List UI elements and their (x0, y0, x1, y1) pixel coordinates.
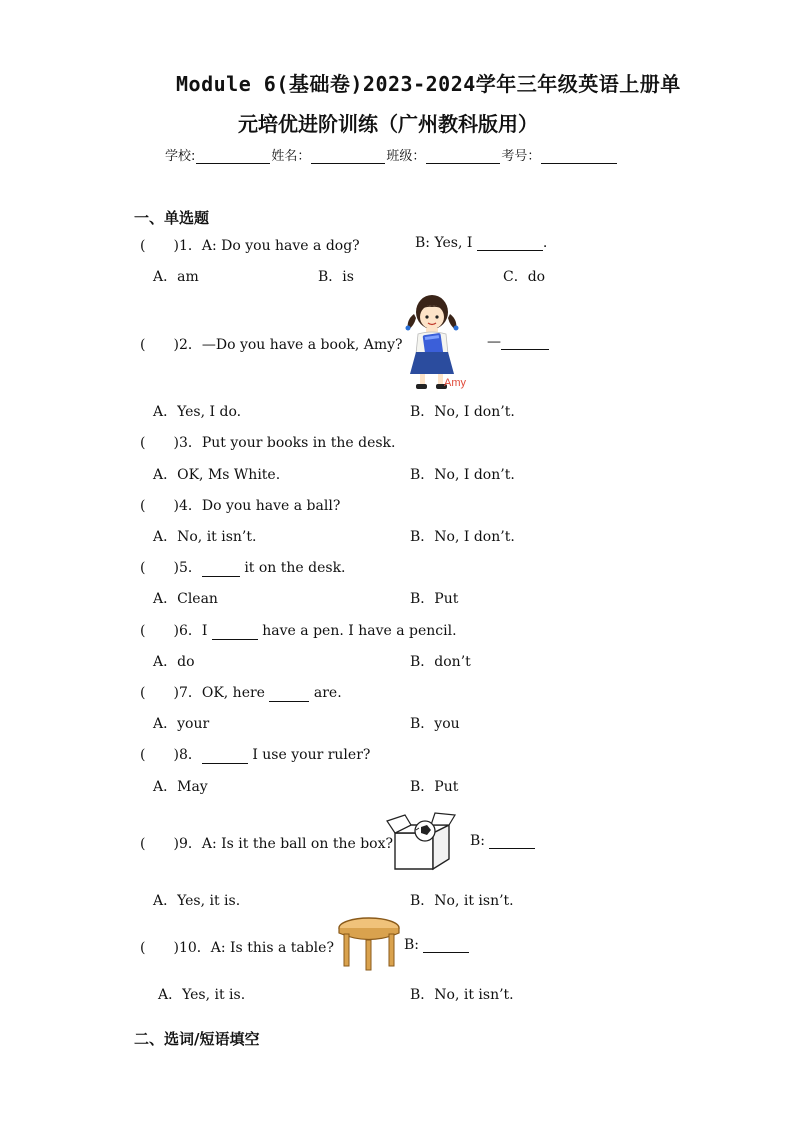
question-1: ( )1．A: Do you have a dog? (140, 238, 360, 254)
answer-blank[interactable] (423, 938, 469, 953)
page-title-line1: Module 6(基础卷)2023-2024学年三年级英语上册单 (176, 72, 681, 96)
question-text: 3．Put your books in the desk. (178, 435, 396, 451)
amy-label: Amy (444, 377, 466, 389)
option-a[interactable]: A．OK, Ms White. (153, 467, 281, 483)
option-b[interactable]: B．No, it isn’t. (410, 893, 514, 909)
question-text: 10．A: Is this a table? (178, 940, 334, 956)
option-a[interactable]: A．do (153, 654, 195, 670)
question-9: ( )9．A: Is it the ball on the box? (140, 836, 393, 852)
class-blank[interactable] (426, 150, 500, 164)
student-info-row (165, 145, 618, 164)
question-text: 9．A: Is it the ball on the box? (178, 836, 393, 852)
question-text: 2．—Do you have a book, Amy? (178, 337, 403, 353)
question-2: ( )2．—Do you have a book, Amy? (140, 337, 403, 353)
table-illustration (336, 914, 402, 972)
answer-blank[interactable] (202, 562, 240, 577)
option-b[interactable]: B．No, I don’t. (410, 529, 515, 545)
exam-no-blank[interactable] (541, 150, 617, 164)
name-blank[interactable] (311, 150, 385, 164)
class-label: 班级： (386, 149, 426, 164)
amy-girl-illustration (402, 290, 474, 392)
option-c[interactable]: C．do (503, 269, 546, 285)
section-heading-single-choice: 一、单选题 (134, 209, 210, 227)
answer-bracket-open: ( (140, 238, 146, 254)
option-a[interactable]: A．May (153, 779, 208, 795)
section-heading-fill-in: 二、选词/短语填空 (134, 1030, 260, 1048)
option-b[interactable]: B．Put (410, 591, 459, 607)
option-a[interactable]: A．Yes, it is. (153, 893, 241, 909)
question-7: ( )7．OK, here are. (140, 685, 342, 701)
option-a[interactable]: A．Yes, I do. (153, 404, 242, 420)
question-text: 1．A: Do you have a dog? (178, 238, 360, 254)
option-a[interactable]: A．Yes, it is. (158, 987, 246, 1003)
option-b[interactable]: B．you (410, 716, 460, 732)
question-8: ( )8． I use your ruler? (140, 747, 371, 763)
page-title-line2: 元培优进阶训练（广州教科版用） (238, 112, 538, 136)
answer-blank[interactable] (202, 749, 248, 764)
question-3: ( )3．Put your books in the desk. (140, 435, 396, 451)
question-text: 4．Do you have a ball? (178, 498, 341, 514)
question-4: ( )4．Do you have a ball? (140, 498, 341, 514)
option-b[interactable]: B．No, I don’t. (410, 467, 515, 483)
answer-blank[interactable] (212, 625, 258, 640)
answer-blank[interactable] (501, 335, 549, 350)
option-b[interactable]: B．No, it isn’t. (410, 987, 514, 1003)
question-10-response: B: (404, 937, 469, 953)
option-b[interactable]: B．is (318, 269, 354, 285)
question-10: ( )10．A: Is this a table? (140, 940, 334, 956)
answer-blank[interactable] (269, 687, 309, 702)
question-5: ( )5． it on the desk. (140, 560, 346, 576)
answer-blank[interactable] (489, 834, 535, 849)
name-label: 姓名： (271, 149, 311, 164)
question-1-response: B: Yes, I . (415, 235, 548, 251)
answer-blank[interactable] (477, 236, 543, 251)
question-9-response: B: (470, 833, 535, 849)
option-a[interactable]: A．am (153, 269, 199, 285)
option-a[interactable]: A．your (153, 716, 210, 732)
option-a[interactable]: A．No, it isn’t. (153, 529, 257, 545)
school-label: 学校: (165, 149, 196, 164)
exam-no-label: 考号： (501, 149, 541, 164)
school-blank[interactable] (196, 150, 270, 164)
option-b[interactable]: B．don’t (410, 654, 471, 670)
option-a[interactable]: A．Clean (153, 591, 218, 607)
option-b[interactable]: B．No, I don’t. (410, 404, 515, 420)
ball-on-box-illustration (385, 811, 457, 873)
question-6: ( )6．I have a pen. I have a pencil. (140, 623, 457, 639)
option-b[interactable]: B．Put (410, 779, 459, 795)
question-2-response: — (487, 334, 549, 350)
